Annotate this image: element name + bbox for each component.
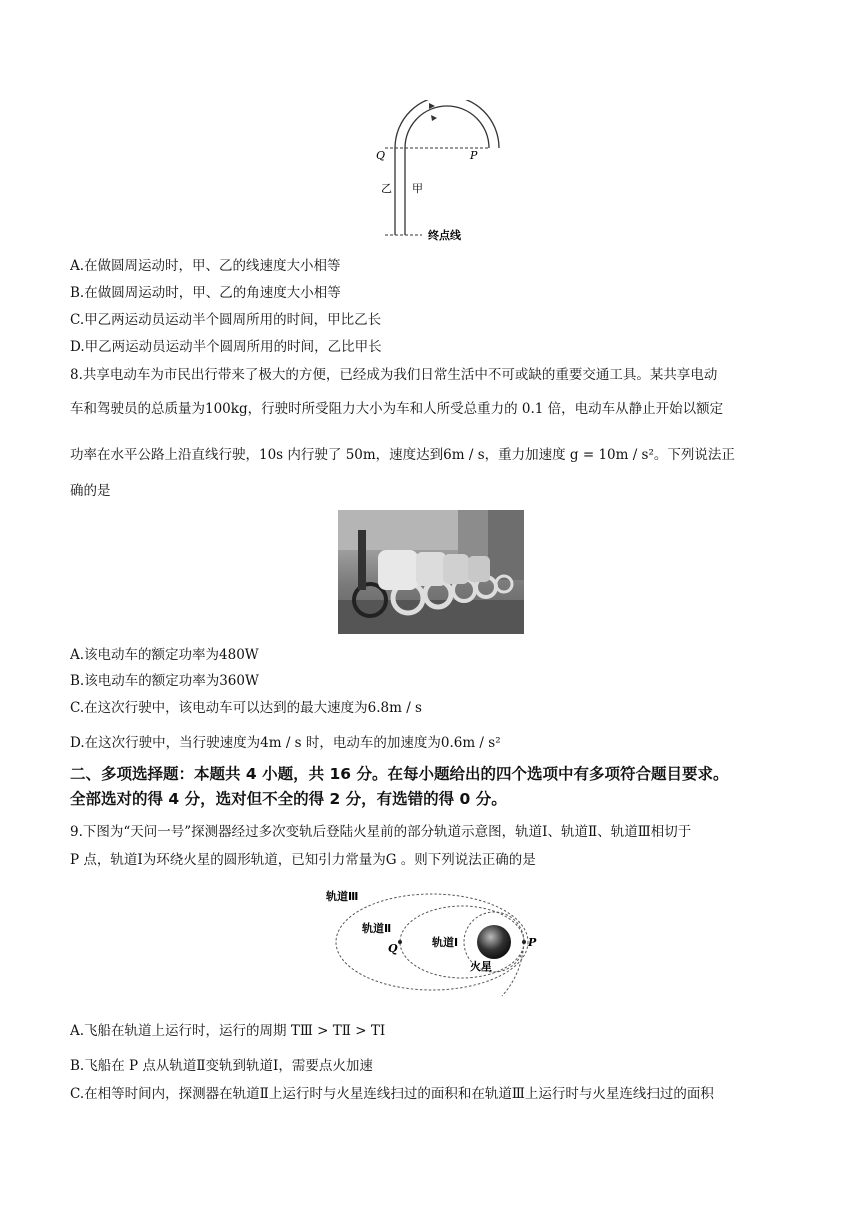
label-jia: 甲 — [412, 182, 423, 195]
section2-heading-2: 全部选对的得 4 分，选对但不全的得 2 分，有选错的得 0 分。 — [70, 790, 507, 808]
q7-option-d: D.甲乙两运动员运动半个圆周所用的时间，乙比甲长 — [70, 339, 382, 355]
q8-line-2: 车和驾驶员的总质量为100kg，行驶时所受阻力大小为车和人所受总重力的 0.1 倍，电动车从静止开始以额定 — [70, 401, 724, 417]
q8-option-b: B.该电动车的额定功率为360W — [70, 673, 259, 689]
track-figure — [370, 100, 510, 242]
q7-option-b: B.在做圆周运动时，甲、乙的角速度大小相等 — [70, 285, 341, 301]
label-q: Q — [376, 149, 386, 162]
section2-heading-1: 二、多项选择题：本题共 4 小题，共 16 分。在每小题给出的四个选项中有多项符合题目要求。 — [70, 765, 729, 783]
q9-option-c: C.在相等时间内，探测器在轨道Ⅱ上运行时与火星连线扫过的面积和在轨道Ⅲ上运行时与火星连线扫过的面积 — [70, 1086, 714, 1102]
q8-option-a: A.该电动车的额定功率为480W — [70, 647, 259, 663]
q8-line-3: 功率在水平公路上沿直线行驶，10s 内行驶了 50m，速度达到6m / s，重力加速度 g = 10m / s²。下列说法正 — [70, 447, 735, 463]
label-orbit-1: 轨道Ⅰ — [432, 936, 459, 949]
q8-line-4: 确的是 — [70, 483, 111, 499]
label-yi: 乙 — [381, 182, 392, 195]
label-q: Q — [388, 942, 398, 955]
q8-line-1: 8.共享电动车为市民出行带来了极大的方便，已经成为我们日常生活中不可或缺的重要交通工具。某共享电动 — [70, 367, 718, 383]
q9-line-2: P 点，轨道Ⅰ为环绕火星的圆形轨道，已知引力常量为G 。则下列说法正确的是 — [70, 852, 536, 868]
mars-icon — [477, 925, 511, 959]
label-mars: 火星 — [470, 960, 492, 973]
label-finish: 终点线 — [428, 229, 461, 242]
label-p: P — [528, 936, 537, 949]
label-p: P — [470, 149, 478, 162]
q8-option-d: D.在这次行驶中，当行驶速度为4m / s 时，电动车的加速度为0.6m / s² — [70, 735, 501, 751]
q8-option-c: C.在这次行驶中，该电动车可以达到的最大速度为6.8m / s — [70, 700, 422, 716]
q9-option-b: B.飞船在 P 点从轨道Ⅱ变轨到轨道Ⅰ，需要点火加速 — [70, 1058, 373, 1074]
ebike-photo — [338, 510, 524, 634]
q7-option-c: C.甲乙两运动员运动半个圆周所用的时间，甲比乙长 — [70, 312, 382, 328]
q7-option-a: A.在做圆周运动时，甲、乙的线速度大小相等 — [70, 258, 341, 274]
orbit-figure — [322, 884, 544, 1004]
label-orbit-3: 轨道Ⅲ — [326, 890, 359, 903]
q9-option-a: A.飞船在轨道上运行时，运行的周期 TⅢ > TⅡ > TⅠ — [70, 1023, 386, 1039]
q9-line-1: 9.下图为“天问一号”探测器经过多次变轨后登陆火星前的部分轨道示意图，轨道Ⅰ、轨道Ⅱ、轨道Ⅲ相切于 — [70, 824, 692, 840]
label-orbit-2: 轨道Ⅱ — [362, 922, 392, 935]
